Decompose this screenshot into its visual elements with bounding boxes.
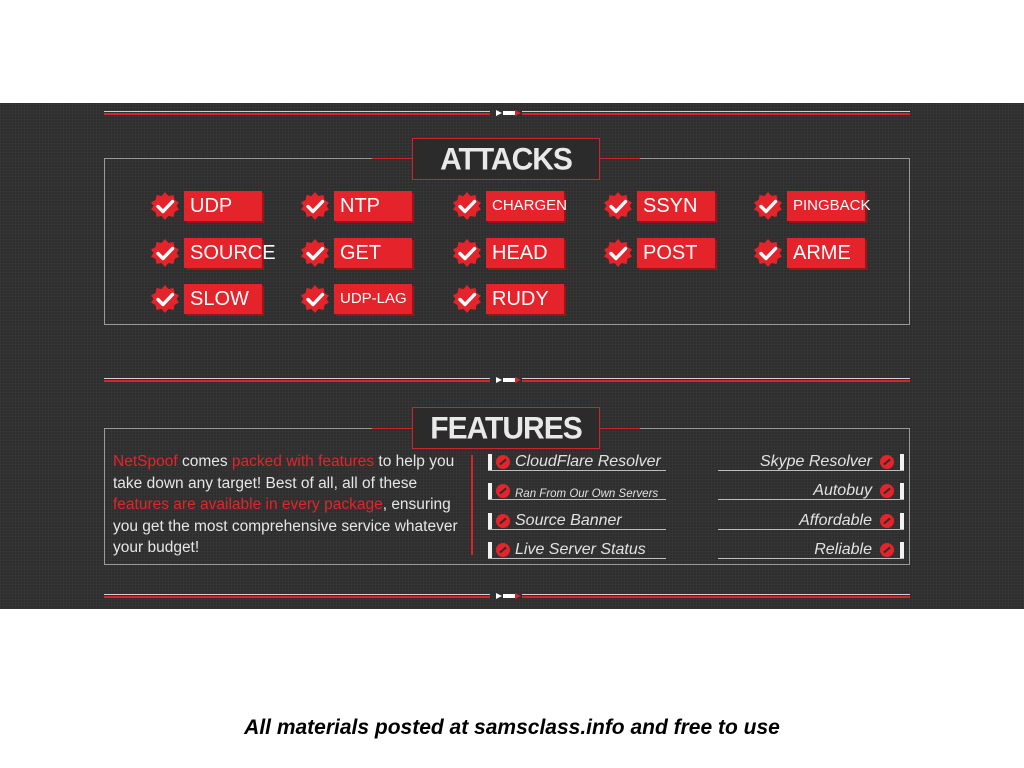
feature-rule xyxy=(718,499,904,500)
feature-left-item xyxy=(488,453,670,471)
attack-item xyxy=(150,190,262,221)
desc-text-2: to help you take down any target! Best of all, all of these xyxy=(113,453,455,492)
feature-label: Live Server Status xyxy=(515,541,646,558)
feature-label: Skype Resolver xyxy=(759,453,872,470)
no-entry-icon xyxy=(496,455,510,469)
attack-label: POST xyxy=(637,238,715,268)
checkmark-badge-icon xyxy=(300,191,330,221)
attack-item xyxy=(150,237,276,268)
attack-item xyxy=(603,190,715,221)
feature-cap xyxy=(900,542,904,558)
brand-name: NetSpoof xyxy=(113,453,178,470)
feature-right-item xyxy=(718,453,904,471)
checkmark-badge-icon xyxy=(603,238,633,268)
attack-label: GET xyxy=(334,238,412,268)
feature-label: Ran From Our Own Servers xyxy=(515,488,659,500)
features-title: FEATURES xyxy=(412,407,600,449)
features-description xyxy=(113,451,458,559)
feature-label: Autobuy xyxy=(813,482,872,499)
feature-cap xyxy=(488,513,492,529)
attack-label: RUDY xyxy=(486,284,564,314)
checkmark-badge-icon xyxy=(452,284,482,314)
attack-label: SLOW xyxy=(184,284,262,314)
feature-label: Affordable xyxy=(799,512,872,529)
attack-item xyxy=(452,237,564,268)
checkmark-badge-icon xyxy=(150,284,180,314)
attack-label: PINGBACK xyxy=(787,191,865,221)
feature-left-item xyxy=(488,482,670,500)
checkmark-badge-icon xyxy=(300,284,330,314)
feature-rule xyxy=(718,558,904,559)
feature-label: Reliable xyxy=(814,541,872,558)
divider-bottom xyxy=(104,591,910,601)
attacks-title: ATTACKS xyxy=(412,138,600,180)
checkmark-badge-icon xyxy=(753,238,783,268)
title-arm-left xyxy=(372,158,412,159)
attack-label: HEAD xyxy=(486,238,564,268)
attack-item xyxy=(753,190,871,221)
feature-cap xyxy=(900,483,904,499)
checkmark-badge-icon xyxy=(452,238,482,268)
checkmark-badge-icon xyxy=(150,238,180,268)
desc-highlight-1: packed with features xyxy=(231,453,375,470)
feature-left-item xyxy=(488,512,670,530)
arrow-emblem-icon xyxy=(494,108,522,118)
attack-item xyxy=(300,190,412,221)
attack-item xyxy=(150,283,262,314)
divider-middle xyxy=(104,375,910,385)
feature-cap xyxy=(488,542,492,558)
divider-top xyxy=(104,108,910,118)
feature-right-item xyxy=(718,482,904,500)
arrow-emblem-icon xyxy=(494,375,522,385)
attack-label: UDP xyxy=(184,191,262,221)
attack-label: SSYN xyxy=(637,191,715,221)
no-entry-icon xyxy=(496,514,510,528)
checkmark-badge-icon xyxy=(603,191,633,221)
feature-cap xyxy=(900,513,904,529)
attack-label: SOURCE xyxy=(184,238,262,268)
attack-item xyxy=(300,237,412,268)
title-arm-right-2 xyxy=(600,428,640,429)
attack-label: CHARGEN xyxy=(486,191,564,221)
desc-text-3: , ensuring you get the most comprehensive service whatever your budget! xyxy=(113,496,458,556)
attack-label: NTP xyxy=(334,191,412,221)
feature-label: CloudFlare Resolver xyxy=(515,453,661,470)
attack-item xyxy=(452,283,564,314)
checkmark-badge-icon xyxy=(300,238,330,268)
checkmark-badge-icon xyxy=(150,191,180,221)
attack-item xyxy=(300,283,412,314)
no-entry-icon xyxy=(880,543,894,557)
vertical-separator xyxy=(471,455,473,555)
feature-cap xyxy=(488,454,492,470)
footer-caption: All materials posted at samsclass.info and free to use xyxy=(244,716,780,739)
attack-label: ARME xyxy=(787,238,865,268)
checkmark-badge-icon xyxy=(452,191,482,221)
feature-left-item xyxy=(488,541,670,559)
feature-label: Source Banner xyxy=(515,512,622,529)
no-entry-icon xyxy=(880,484,894,498)
attack-item xyxy=(452,190,568,221)
no-entry-icon xyxy=(496,484,510,498)
desc-highlight-2: features are available in every package xyxy=(113,496,383,513)
feature-right-item xyxy=(718,512,904,530)
arrow-emblem-icon xyxy=(494,591,522,601)
feature-cap xyxy=(488,483,492,499)
feature-cap xyxy=(900,454,904,470)
attack-item xyxy=(753,237,865,268)
no-entry-icon xyxy=(496,543,510,557)
desc-text-1: comes xyxy=(177,453,232,470)
feature-right-item xyxy=(718,541,904,559)
no-entry-icon xyxy=(880,455,894,469)
title-arm-right xyxy=(600,158,640,159)
attack-label: UDP-LAG xyxy=(334,284,412,314)
title-arm-left-2 xyxy=(372,428,412,429)
attack-item xyxy=(603,237,715,268)
no-entry-icon xyxy=(880,514,894,528)
checkmark-badge-icon xyxy=(753,191,783,221)
